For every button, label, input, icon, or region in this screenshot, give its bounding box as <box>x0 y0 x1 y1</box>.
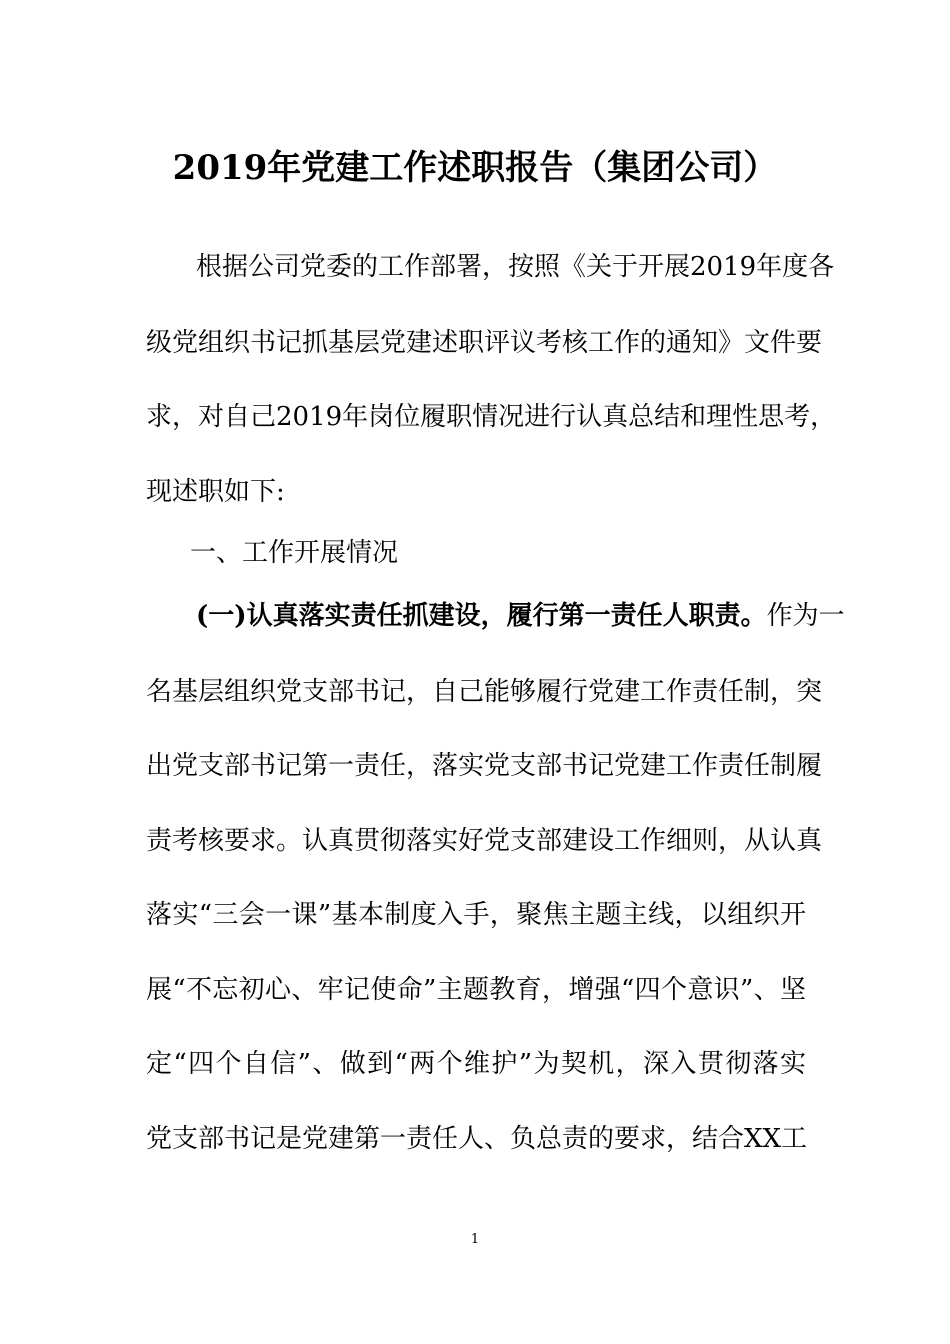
intro-line-4: 现述职如下: <box>146 477 285 507</box>
subsection-bold-lead: (一)认真落实责任抓建设，履行第一责任人职责。 <box>196 601 767 631</box>
intro-line-1: 根据公司党委的工作部署，按照《关于开展2019年度各 <box>196 252 835 282</box>
subsection-first-line-rest: 作为一 <box>766 601 845 631</box>
intro-line-2: 级党组织书记抓基层党建述职评议考核工作的通知》文件要 <box>146 328 823 358</box>
body-line-4: 落实“三会一课”基本制度入手，聚焦主题主线，以组织开 <box>146 900 806 930</box>
body-line-5: 展“不忘初心、牢记使命”主题教育，增强“四个意识”、坚 <box>146 975 806 1005</box>
section-heading: 一、工作开展情况 <box>190 538 399 568</box>
body-line-2: 出党支部书记第一责任，落实党支部书记党建工作责任制履 <box>146 751 823 781</box>
subsection-first-line <box>196 596 845 636</box>
body-line-7: 党支部书记是党建第一责任人、负总责的要求，结合XX工 <box>146 1124 808 1154</box>
body-line-6: 定“四个自信”、做到“两个维护”为契机，深入贯彻落实 <box>146 1049 806 1079</box>
document-title: 2019年党建工作述职报告（集团公司） <box>172 148 778 188</box>
intro-line-3: 求，对自己2019年岗位履职情况进行认真总结和理性思考， <box>146 402 837 432</box>
body-line-3: 责考核要求。认真贯彻落实好党支部建设工作细则，从认真 <box>146 826 823 856</box>
body-line-1: 名基层组织党支部书记，自己能够履行党建工作责任制，突 <box>146 677 823 707</box>
page-number: 1 <box>470 1232 480 1247</box>
